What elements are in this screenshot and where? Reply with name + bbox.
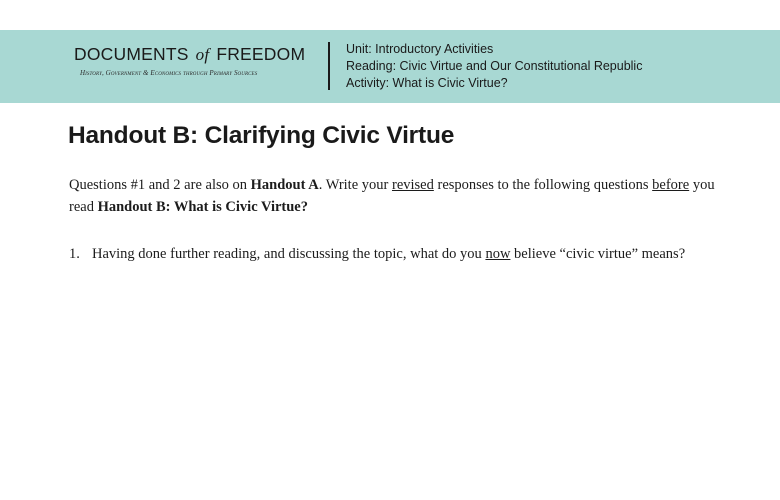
question-text: [92, 243, 709, 265]
page-title: Handout B: Clarifying Civic Virtue: [68, 122, 455, 149]
unit-label: Unit: Introductory Activities: [346, 42, 494, 56]
brand-word-freedom: FREEDOM: [216, 44, 306, 64]
question-text-after: believe “civic virtue” means?: [510, 246, 686, 262]
instructions-underline-revised: revised: [391, 177, 434, 193]
header-divider: [328, 42, 330, 90]
instructions-text-3: responses to the following questions: [433, 177, 653, 193]
header-band: [0, 30, 780, 103]
instructions-bold-handout-b: Handout B: What is Civic Virtue?: [97, 199, 308, 215]
reading-label: Reading: Civic Virtue and Our Constitutional Republic: [346, 59, 643, 73]
brand-word-of: of: [195, 45, 210, 64]
instructions-underline-before: before: [652, 177, 690, 193]
brand-tagline: History, Government & Economics through Primary Sources: [80, 69, 258, 77]
instructions-text-4: you read: [69, 177, 715, 215]
brand-title: [74, 44, 314, 65]
activity-label: Activity: What is Civic Virtue?: [346, 76, 508, 90]
unit-info: [346, 41, 642, 92]
brand-word-documents: DOCUMENTS: [74, 44, 189, 64]
brand-logo: [74, 44, 314, 77]
question-item: [69, 243, 709, 265]
instructions-text-2: . Write your: [318, 177, 392, 193]
instructions-bold-handout-a: Handout A: [250, 177, 319, 193]
instructions-paragraph: [69, 174, 729, 218]
instructions-text-1: Questions #1 and 2 are also on: [69, 177, 251, 193]
question-number: 1.: [69, 246, 80, 262]
question-text-before: Having done further reading, and discussing the topic, what do you: [92, 246, 486, 262]
question-underline-now: now: [485, 246, 511, 262]
